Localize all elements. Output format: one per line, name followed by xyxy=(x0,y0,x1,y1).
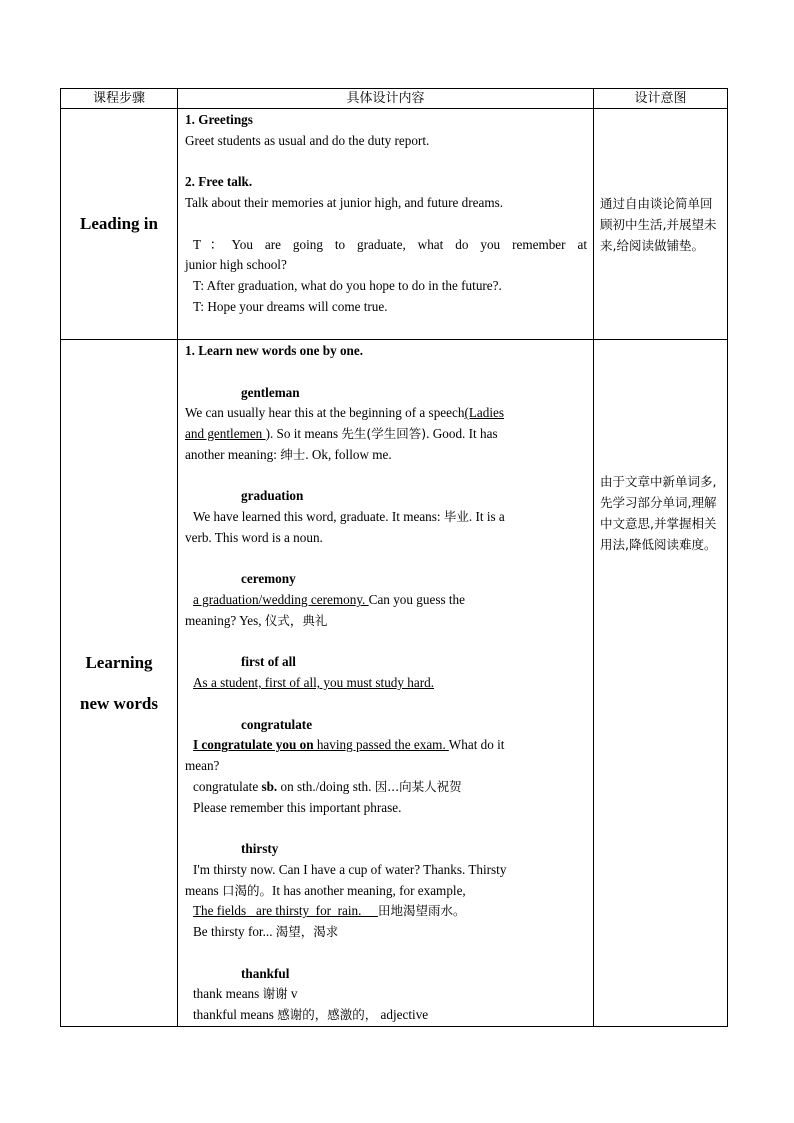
text: The fields are thirsty for rain. xyxy=(193,903,378,919)
word-thankful: thankful xyxy=(241,965,290,981)
intent-learning-new-words: 由于文章中新单词多,先学习部分单词,理解中文意思,并掌握相关用法,降低阅读难度。 xyxy=(594,340,728,1027)
word-graduation: graduation xyxy=(241,488,304,504)
gentleman-line-1 xyxy=(185,403,587,424)
text: 田地渴望雨水。 xyxy=(377,903,466,919)
text: We have learned this word, graduate. It means: xyxy=(193,509,444,524)
section-title: 1. Learn new words one by one. xyxy=(185,343,364,358)
step-leading-in: Leading in xyxy=(61,109,178,340)
word-congratulate: congratulate xyxy=(241,716,313,732)
greetings-title: 1. Greetings xyxy=(185,112,253,127)
text: thankful means xyxy=(193,1007,278,1022)
row-learning-new-words xyxy=(61,340,728,1027)
thankful-line-1 xyxy=(185,984,587,1005)
thankful-line-2 xyxy=(185,1005,587,1026)
text: 口渴的。 xyxy=(222,882,273,898)
text: meaning? Yes, xyxy=(185,612,265,628)
content-learning-new-words xyxy=(178,340,594,1027)
text: means xyxy=(185,882,222,898)
text: ). So it means xyxy=(265,426,342,441)
text: sb. xyxy=(261,778,278,794)
teacher-line-3: T: Hope your dreams will come true. xyxy=(193,298,388,314)
text: What do it xyxy=(448,737,505,753)
text: . Ok, follow me. xyxy=(305,446,392,462)
teacher-line-1a: T：You are going to graduate, what do you remember at xyxy=(193,236,587,252)
header-content: 具体设计内容 xyxy=(178,89,594,109)
ceremony-line-2 xyxy=(185,611,587,632)
ceremony-line-1 xyxy=(185,590,587,611)
text: congratulate xyxy=(193,778,262,794)
step-learning-new-words xyxy=(61,340,178,1027)
text: another meaning: xyxy=(185,446,281,462)
congratulate-line-4: Please remember this important phrase. xyxy=(193,799,402,815)
congratulate-line-3 xyxy=(185,777,587,798)
thirsty-line-2 xyxy=(185,881,587,902)
intent-leading-in: 通过自由谈论简单回顾初中生活,并展望未来,给阅读做铺垫。 xyxy=(594,109,728,340)
word-first-of-all: first of all xyxy=(241,654,296,670)
text: . It is a xyxy=(468,509,505,524)
lesson-plan-table xyxy=(60,88,728,1027)
text: adjective xyxy=(377,1007,429,1022)
congratulate-line-1 xyxy=(185,735,587,756)
thirsty-line-4 xyxy=(185,922,587,943)
word-gentleman: gentleman xyxy=(241,384,300,400)
header-intent: 设计意图 xyxy=(594,89,728,109)
thirsty-line-3 xyxy=(185,901,587,922)
gentleman-line-3 xyxy=(185,445,587,466)
gentleman-line-2 xyxy=(185,424,587,445)
thirsty-line-1: I'm thirsty now. Can I have a cup of water? Thanks. Thirsty xyxy=(193,861,507,877)
header-row xyxy=(61,89,728,109)
text: I congratulate you on xyxy=(193,737,314,753)
graduation-line-2: verb. This word is a noun. xyxy=(185,529,323,545)
text: Can you guess the xyxy=(368,592,465,607)
teacher-line-1b: junior high school? xyxy=(185,257,287,273)
free-talk-title: 2. Free talk. xyxy=(185,174,253,190)
content-leading-in xyxy=(178,109,594,340)
text: thank means xyxy=(193,986,263,1002)
text: 因...向某人祝贺 xyxy=(374,778,462,794)
word-ceremony: ceremony xyxy=(241,571,296,587)
graduation-line-1 xyxy=(185,507,587,528)
step-line-1: Learning xyxy=(85,652,153,672)
text: . Good. It has xyxy=(426,426,498,441)
word-thirsty: thirsty xyxy=(241,841,279,856)
teacher-line-2: T: After graduation, what do you hope to do in the future?. xyxy=(193,278,502,293)
text: 仪式，典礼 xyxy=(264,612,328,628)
text: 谢谢 xyxy=(262,986,288,1002)
text: v xyxy=(287,986,298,1002)
text: 感谢的，感激的， xyxy=(277,1007,378,1022)
free-talk-text: Talk about their memories at junior high, and future dreams. xyxy=(185,195,504,210)
text: on sth./doing sth. xyxy=(277,778,375,794)
text: having passed the exam. xyxy=(313,737,449,753)
text: 渴望，渴求 xyxy=(275,924,339,939)
header-step: 课程步骤 xyxy=(61,89,178,109)
text: 绅士 xyxy=(280,446,306,462)
row-leading-in xyxy=(61,109,728,340)
text: a graduation/wedding ceremony. xyxy=(193,592,369,607)
text: As a student, first of all, you must study hard. xyxy=(193,675,435,690)
first-of-all-line-1 xyxy=(185,673,587,694)
text: It has another meaning, for example, xyxy=(272,882,466,898)
text: 毕业 xyxy=(443,509,469,524)
text: and gentlemen xyxy=(185,426,266,441)
text: Be thirsty for... xyxy=(193,924,276,939)
greetings-text: Greet students as usual and do the duty report. xyxy=(185,132,430,148)
text: 先生(学生回答) xyxy=(341,426,427,441)
congratulate-line-2: mean? xyxy=(185,758,220,773)
text: We can usually hear this at the beginning of a speech xyxy=(185,405,465,421)
text: (Ladies xyxy=(464,405,504,421)
step-line-2: new words xyxy=(80,693,158,713)
